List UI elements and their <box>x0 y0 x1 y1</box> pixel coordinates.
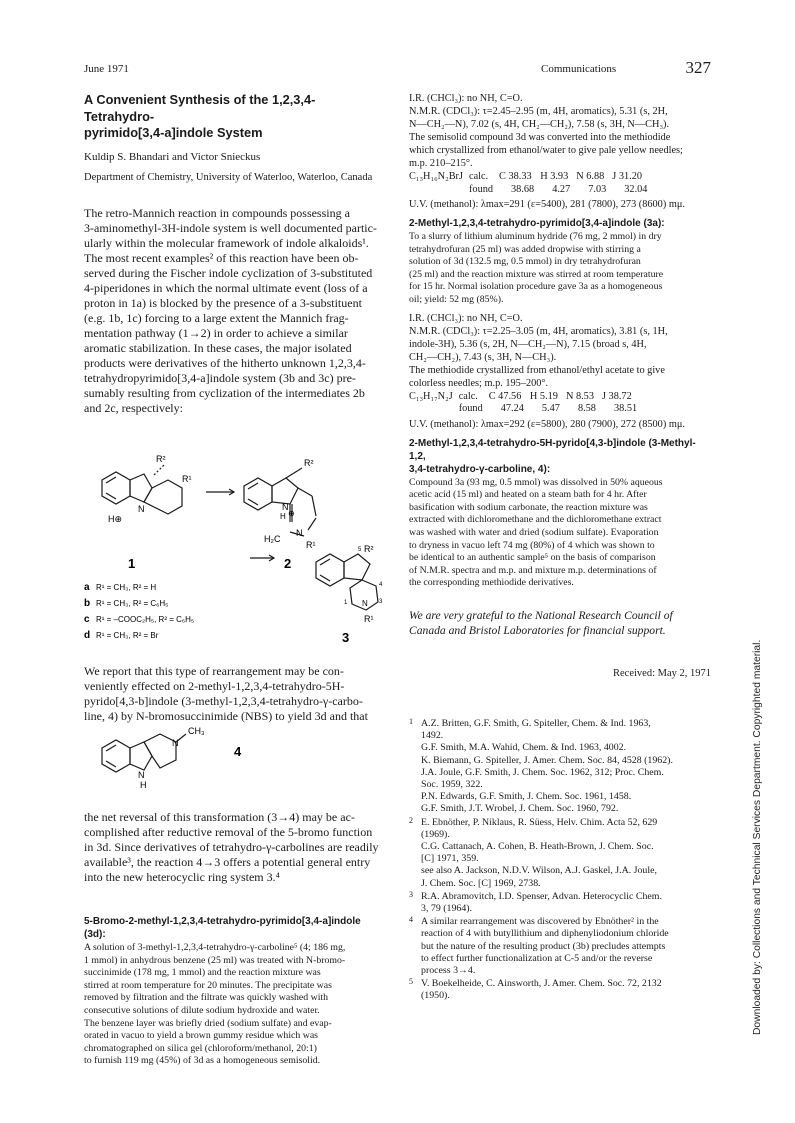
reference-line: reaction of 4 with butyllithium and diphenyliodonium chloride <box>421 928 669 940</box>
text-line: N.M.R. (CDCl₃): τ=2.45–2.95 (m, 4H, aromatics), 5.31 (s, 2H, <box>409 106 668 117</box>
position-3: 3 <box>379 599 383 605</box>
h-label-4: H <box>140 780 147 790</box>
reference-line: J. Chem. Soc. [C] 1969, 2738. <box>421 877 541 889</box>
acknowledgement <box>409 608 711 638</box>
arrow-2 <box>250 555 274 561</box>
reference-item <box>409 817 711 890</box>
analysis-value: N 6.88 <box>576 171 605 182</box>
text-line: veniently effected on 2-methyl-1,2,3,4-tetrahydro-5H- <box>84 679 345 693</box>
reference-line: P.N. Edwards, G.F. Smith, J. Chem. Soc. 1961, 1458. <box>421 791 632 803</box>
experimental-3d <box>84 912 384 1068</box>
reference-line: G.F. Smith, M.A. Wahid, Chem. & Ind. 1963, 4002. <box>421 742 627 754</box>
text-line: mentation pathway (1→2) in order to achieve a similar <box>84 326 348 340</box>
paragraph-2 <box>84 664 384 724</box>
legend-letter: b <box>84 598 91 609</box>
text-line: aromatic stabilization. In these cases, the major isolated <box>84 341 352 355</box>
r2-label-2: R² <box>304 458 314 468</box>
reference-number: 5 <box>409 977 413 987</box>
text-line: ularly within the molecular framework of indole alkaloids¹. <box>84 236 369 250</box>
right-column <box>409 92 711 679</box>
reference-line: 1492. <box>421 730 444 742</box>
text-line: The benzene layer was briefly dried (sodium sulfate) and evap- <box>84 1017 332 1029</box>
analysis-value: 8.58 <box>577 403 596 415</box>
legend-text: R¹ = CH₃, R² = H <box>96 583 157 592</box>
uv-data-2: U.V. (methanol): λmax=292 (ε=5800), 280 (7900), 272 (8500) mμ. <box>409 418 685 430</box>
legend-letter: d <box>84 630 91 641</box>
analysis-formula: C₁₃H₁₆N₂BrJ <box>409 171 463 182</box>
h-label-2: H <box>280 512 286 521</box>
affiliation: Department of Chemistry, University of Waterloo, Waterloo, Canada <box>84 171 373 183</box>
text-line: consecutive solutions of dilute sodium hydroxide and water. <box>84 1004 320 1016</box>
download-notice: Downloaded by: Collections and Technical Services Department. Copyrighted material. <box>752 639 763 1035</box>
references <box>409 718 711 1004</box>
text-line: complished after reductive removal of the 5-bromo function <box>84 825 373 839</box>
text-line: 3-aminomethyl-3H-indole system is well documented partic- <box>84 221 377 235</box>
text-line: of N.M.R. spectra and m.p. and mixture m.p. determinations of <box>409 564 657 576</box>
text-line: sumably resulting from cyclization of the intermediates 2b <box>84 386 365 400</box>
compound-2-label: 2 <box>284 556 292 571</box>
text-line: was washed with water and dried (sodium sulfate). Evaporation <box>409 526 659 538</box>
title-line: A Convenient Synthesis of the 1,2,3,4-Tetrahydro- <box>84 92 316 124</box>
reference-line: C.G. Cattanach, A. Cohen, B. Heath-Brown, J. Chem. Soc. <box>421 841 654 853</box>
position-1: 1 <box>344 600 348 606</box>
text-line: N—CH₂—N), 7.02 (s, 4H, CH₂—CH₂), 7.58 (s, 3H, N—CH₃). <box>409 119 670 130</box>
text-line: to dryness in vacuo left 74 mg (80%) of 4 which was shown to <box>409 539 655 551</box>
spectral-data-3a <box>409 312 711 390</box>
text-line: (e.g. 1b, 1c) forcing to a large extent the Mannich frag- <box>84 311 349 325</box>
r1-label: R¹ <box>182 474 192 484</box>
text-line: succinimide (178 mg, 1 mmol) and the reaction mixture was <box>84 967 321 979</box>
reference-line: (1969). <box>421 828 450 840</box>
text-line: indole-3H), 5.36 (s, 2H, N—CH₂—N), 7.15 (broad s, 4H, <box>409 338 647 350</box>
text-line: chromatographed on silica gel (chloroform/methanol, 20:1) <box>84 1042 317 1054</box>
plus-label-2: ⊕ <box>288 509 295 518</box>
compound-4-structure <box>84 726 384 818</box>
legend-text: R¹ = –COOC₂H₅, R² = C₆H₅ <box>96 615 195 624</box>
reference-line: R.A. Abramovitch, I.D. Spenser, Advan. Heterocyclic Chem. <box>421 890 662 902</box>
analysis-value: 32.04 <box>624 183 648 195</box>
text-line: 1 mmol) in anhydrous benzene (25 ml) was treated with N-bromo- <box>84 954 346 966</box>
analysis-found-label: found <box>469 183 494 195</box>
authors: Kuldip S. Bhandari and Victor Snieckus <box>84 150 261 163</box>
n-label-4: N <box>172 738 179 748</box>
analysis-value: H 5.19 <box>529 390 558 402</box>
analysis-value: N 8.53 <box>565 390 594 402</box>
experimental-text <box>409 231 711 307</box>
section-heading: 2-Methyl-1,2,3,4-tetrahydro-pyrimido[3,4-a]indole (3a): <box>409 218 665 229</box>
reference-line: K. Biemann, G. Spiteller, J. Amer. Chem. Soc. 84, 4528 (1962). <box>421 754 673 766</box>
compound-4-label: 4 <box>234 744 242 759</box>
experimental-text <box>409 477 711 590</box>
intro-paragraph <box>84 206 384 416</box>
text-line: to furnish 119 mg (45%) of 3d as a homogeneous semisolid. <box>84 1055 321 1067</box>
n-label-2: N <box>282 502 289 512</box>
reference-item <box>409 916 711 977</box>
left-column <box>84 92 384 416</box>
reference-line: (1950). <box>421 990 450 1002</box>
title-line: pyrimido[3,4-a]indole System <box>84 125 263 140</box>
text-line: the corresponding methiodide derivatives. <box>409 577 574 589</box>
text-line: line, 4) by N-bromosuccinimide (NBS) to yield 3d and that <box>84 709 368 723</box>
compound-3-label: 3 <box>342 630 350 645</box>
experimental-text <box>84 942 384 1068</box>
text-line: oil; yield: 52 mg (85%). <box>409 293 504 305</box>
text-line: The most recent examples² of this reaction have been ob- <box>84 251 359 265</box>
r2-label-3: R² <box>364 544 374 554</box>
analysis-calc-label: calc. <box>469 171 489 182</box>
reference-line: G.F. Smith, J.T. Wrobel, J. Chem. Soc. 1960, 792. <box>421 803 619 815</box>
reference-number: 3 <box>409 889 413 899</box>
reaction-scheme <box>84 450 384 650</box>
structure-2 <box>244 468 316 536</box>
text-line: 4-piperidones in which the normal ultimate event (loss of a <box>84 281 368 295</box>
text-line: basification with sodium carbonate, the reaction mixture was <box>409 501 648 513</box>
header-date: June 1971 <box>84 63 129 75</box>
analysis-value: 38.51 <box>613 403 638 415</box>
text-line: be identical to an authentic sample⁵ on the basis of comparison <box>409 552 656 564</box>
text-line: available³, the reaction 4→3 offers a potential general entry <box>84 855 371 869</box>
reference-number: 2 <box>409 815 413 825</box>
article-title <box>84 92 384 142</box>
text-line: colorless needles; m.p. 195–200°. <box>409 377 549 389</box>
spectral-data-3d <box>409 92 711 170</box>
section-heading <box>409 437 711 476</box>
text-line: proton in 1a) is blocked by the presence of a 3-substituent <box>84 296 362 310</box>
text-line: served during the Fischer indole cyclization of 3-substituted <box>84 266 373 280</box>
text-line: The retro-Mannich reaction in compounds possessing a <box>84 206 350 220</box>
reference-line: A similar rearrangement was discovered by Ebnöther² in the <box>421 916 659 928</box>
analysis-value: 47.24 <box>500 403 524 415</box>
received-date: Received: May 2, 1971 <box>613 667 711 679</box>
text-line: solution of 3d (132.5 mg, 0.5 mmol) in dry tetrahydrofuran <box>409 256 641 268</box>
text-line: tetrahydrofuran (25 ml) was added dropwise with stirring a <box>409 243 641 255</box>
analysis-value: J 31.20 <box>612 171 643 182</box>
text-line: and 2c, respectively: <box>84 401 183 415</box>
analysis-value: 38.68 <box>511 183 535 195</box>
n-label-4b: N <box>138 770 145 780</box>
text-line: the net reversal of this transformation (3→4) may be ac- <box>84 810 355 824</box>
uv-data-1: U.V. (methanol): λmax=291 (ε=5400), 281 (7800), 273 (8600) mμ. <box>409 199 685 210</box>
text-line: Compound 3a (93 mg, 0.5 mmol) was dissolved in 50% aqueous <box>409 476 663 488</box>
text-line: A solution of 3-methyl-1,2,3,4-tetrahydro-γ-carboline⁵ (4; 186 mg, <box>84 942 346 953</box>
text-line: for 15 hr. Normal isolation procedure gave 3a as a homogeneous <box>409 281 663 293</box>
elemental-analysis-2 <box>409 391 711 416</box>
position-4: 4 <box>379 582 383 588</box>
reference-line: Soc. 1959, 322. <box>421 779 483 791</box>
elemental-analysis-1 <box>409 171 711 196</box>
reference-item <box>409 718 711 816</box>
analysis-value: 4.27 <box>552 183 571 195</box>
text-line: I.R. (CHCl₃): no NH, C=O. <box>409 93 523 104</box>
text-line: pyrido[4,3-b]indole (3-methyl-1,2,3,4-tetrahydro-γ-carbo- <box>84 694 363 708</box>
text-line: tetrahydropyrimido[3,4-a]indole system (3b and 3c) pre- <box>84 371 356 385</box>
text-line: stirred at room temperature for 20 minutes. The precipitate was <box>84 979 332 991</box>
analysis-value: 7.03 <box>588 183 607 195</box>
text-line: The semisolid compound 3d was converted into the methiodide <box>409 132 671 143</box>
reference-line: 3, 79 (1964). <box>421 903 473 915</box>
legend-letter: c <box>84 614 90 625</box>
section-heading: 5-Bromo-2-methyl-1,2,3,4-tetrahydro-pyrimido[3,4-a]indole (3d): <box>84 916 361 940</box>
analysis-value: C 47.56 <box>488 390 522 402</box>
substituent-legend <box>84 582 194 641</box>
r2-label: R² <box>156 454 166 464</box>
text-line: products were derivatives of the hitherto unknown 1,2,3,4- <box>84 356 366 370</box>
reference-line: J.A. Joule, G.F. Smith, J. Chem. Soc. 1962, 312; Proc. Chem. <box>421 766 664 778</box>
text-line: m.p. 210–215°. <box>409 158 473 169</box>
text-line: into the new heterocyclic ring system 3.⁴ <box>84 870 280 884</box>
h2c-label: H₂C <box>264 534 281 544</box>
reference-line: [C] 1971, 359. <box>421 853 479 865</box>
heading-line: 3,4-tetrahydro-γ-carboline, 4): <box>409 463 551 475</box>
reference-number: 4 <box>409 915 413 925</box>
text-line: N.M.R. (CDCl₃): τ=2.25–3.05 (m, 4H, aromatics), 3.81 (s, 1H, <box>409 325 668 337</box>
reference-line: see also A. Jackson, N.D.V. Wilson, A.J. Gaskel, J.A. Joule, <box>421 865 657 877</box>
heading-line: 2-Methyl-1,2,3,4-tetrahydro-5H-pyrido[4,3-b]indole (3-Methyl-1,2, <box>409 437 696 462</box>
text-line: We are very grateful to the National Research Council of <box>409 608 673 622</box>
page-number: 327 <box>685 58 711 77</box>
reference-line: process 3→4. <box>421 965 476 977</box>
n-label: N <box>138 504 145 514</box>
analysis-value: H 3.93 <box>540 171 569 182</box>
r1-label-2: R¹ <box>306 540 316 550</box>
analysis-formula: C₁₃H₁₇N₂J <box>409 390 453 402</box>
text-line: which crystallized from ethanol/water to give pale yellow needles; <box>409 145 683 156</box>
text-line: orated in vacuo to yield a brown gummy residue which was <box>84 1030 318 1042</box>
header-section: Communications <box>541 63 617 75</box>
reference-item <box>409 891 711 915</box>
reference-item <box>409 978 711 1002</box>
legend-text: R¹ = CH₃, R² = Br <box>96 631 159 640</box>
n-label-3: N <box>362 599 368 608</box>
text-line: I.R. (CHCl₃): no NH, C=O. <box>409 312 523 324</box>
position-5: 5 <box>358 547 362 553</box>
text-line: removed by filtration and the filtrate was quickly washed with <box>84 992 329 1004</box>
arrow-1 <box>206 489 234 495</box>
text-line: To a slurry of lithium aluminum hydride (76 mg, 2 mmol) in dry <box>409 231 662 242</box>
h-plus-label: H⊕ <box>108 514 123 524</box>
analysis-value: J 38.72 <box>601 390 632 402</box>
text-line: acetic acid (15 ml) and heated on a steam bath for 4 hr. After <box>409 489 647 501</box>
compound-1-label: 1 <box>128 556 136 571</box>
text-line: extracted with dichloromethane and the dichloromethane extract <box>409 514 662 526</box>
r1-label-3: R¹ <box>364 614 374 624</box>
reference-line: E. Ebnöther, P. Niklaus, R. Süess, Helv. Chim. Acta 52, 629 <box>421 816 658 828</box>
legend-text: R¹ = CH₃, R² = C₆H₅ <box>96 599 169 608</box>
paragraph-3 <box>84 810 384 885</box>
text-line: We report that this type of rearrangement may be con- <box>84 664 344 678</box>
ch3-label: CH₃ <box>188 726 205 736</box>
legend-letter: a <box>84 582 90 593</box>
reference-line: to effect further functionalization at C-5 and/or the reverse <box>421 952 653 964</box>
text-line: in 3d. Since derivatives of tetrahydro-γ-carbolines are readily <box>84 840 379 854</box>
reference-number: 1 <box>409 717 413 726</box>
n-label-2b: N <box>296 528 303 538</box>
text-line: CH₂—CH₂), 7.43 (s, 3H, N—CH₃). <box>409 351 557 363</box>
text-line: The methiodide crystallized from ethanol/ethyl acetate to give <box>409 364 665 376</box>
reference-line: V. Boekelheide, C. Ainsworth, J. Amer. Chem. Soc. 72, 2132 <box>421 978 662 990</box>
text-line: (25 ml) and the reaction mixture was stirred at room temperature <box>409 268 664 280</box>
analysis-calc-label: calc. <box>458 390 478 402</box>
reference-line: A.Z. Britten, G.F. Smith, G. Spiteller, Chem. & Ind. 1963, <box>421 718 651 729</box>
analysis-value: C 38.33 <box>499 171 532 182</box>
analysis-found-label: found <box>458 403 483 415</box>
text-line: Canada and Bristol Laboratories for financial support. <box>409 623 666 637</box>
analysis-value: 5.47 <box>541 403 560 415</box>
reference-line: but the nature of the resulting product (3b) precludes attempts <box>421 940 666 952</box>
